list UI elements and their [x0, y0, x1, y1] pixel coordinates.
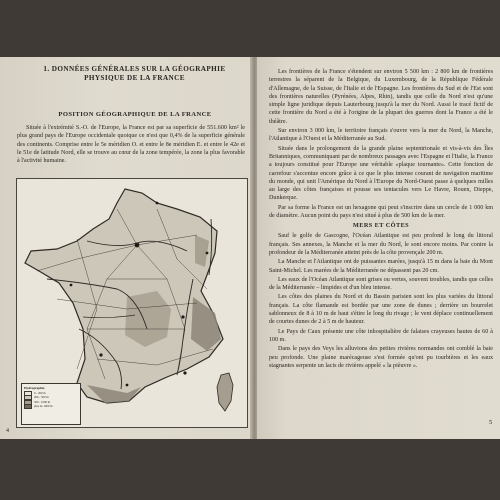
body-paragraph: Par sa forme la France est un hexagone qui peut s'inscrire dans un cercle de 1 000 km de diamètre. Aucun point du pays n'est situé à plus de 500 km de la mer.	[269, 204, 493, 220]
map-legend	[21, 383, 81, 425]
legend-label: 200 - 500 m	[34, 395, 49, 400]
body-paragraph: Le Pays de Caux présente une côte inhospitalière de falaises crayeuses hautes de 60 à 100 m.	[269, 328, 493, 343]
body-paragraph: Sauf le golfe de Gascogne, l'Océan Atlantique est peu profond le long du littoral français. Ses annexes, la Manche et la mer du Nord, le sont encore moins. Par contre la profondeur de la Méditerranée atteint près de la côte provençale 200 m.	[269, 233, 493, 256]
france-map	[16, 178, 248, 428]
body-paragraph: Les eaux de l'Océan Atlantique sont grises ou vertes, souvent troubles, tandis que celles de la Méditerranée – limpides et d'un bleu intense.	[269, 276, 493, 292]
open-book-spread	[0, 57, 500, 439]
right-page	[257, 57, 500, 439]
legend-row	[24, 405, 78, 410]
page-number-right: 5	[489, 419, 493, 426]
legend-swatch	[24, 404, 32, 409]
body-paragraph: La Manche et l'Atlantique ont de puissantes marées, jusqu'à 15 m dans la baie du Mont Saint-Michel. Les marées de la Méditerranée ne dépassent pas 20 cm.	[269, 259, 493, 274]
page-number-left: 4	[6, 428, 9, 434]
map-legend-title: Hydrographie	[24, 386, 45, 390]
body-paragraph: Sur environ 3 000 km, le territoire français s'ouvre vers la mer du Nord, la Manche, l'Atlantique à l'Ouest et la Méditerranée au Sud.	[269, 128, 493, 143]
subsection-title: MERS ET CÔTES	[352, 222, 410, 230]
legend-label: plus de 1000 m	[34, 404, 53, 409]
section-title: POSITION GÉOGRAPHIQUE DE LA FRANCE	[58, 111, 212, 118]
body-paragraph: Située dans le prolongement de la grande plaine septentrionale et vis-à-vis des Îles Britanniques, communiquant par de nombreux passages avec l'Espagne et l'Italie, la France a toujours constitué pour l'Europe une véritable «plaque tournante». Cette fonction de carrefour s'accentue encore grâce à ce que le plus intense courant de navigation maritime du monde, qui unit l'Amérique du Nord à l'Europe du Nord-Ouest passe à quelques milles au large des côtes françaises et pousse ses tentacules vers Le Havre, Rouen, Dieppe, Dunkerque.	[269, 145, 493, 202]
body-paragraph: Dans le pays des Veys les alluvions des petites rivières normandes ont comblé la baie peu profonde. Une plaine marécageuse s'est formée qu'ont pu tourbières et les eaux stagnantes serpente un lacis de rivières appelé « la pièuvre ».	[269, 346, 493, 369]
right-text-block	[269, 68, 493, 371]
left-page	[0, 57, 253, 439]
body-paragraph: Les côtes des plaines du Nord et du Bassin parisien sont les plus variées du littoral français. La côte flamande est bordée par une zone de dunes ; derrière un bourrelet sablonneux de 8 à 10 m de haut s'étire le long du rivage ; le vent déplace continuellement de courtes dunes de 2 à 5 m de hauteur.	[269, 294, 493, 326]
legend-label: 500 - 1000 m	[34, 399, 51, 404]
chapter-title: 1. DONNÉES GÉNÉRALES SUR LA GÉOGRAPHIE PHYSIQUE DE LA FRANCE	[43, 65, 226, 82]
intro-text-block	[17, 124, 245, 166]
body-paragraph: Les frontières de la France s'étendent sur environ 5 500 km : 2 800 km de frontières terrestres la séparent de la Belgique, du Luxembourg, de la République Fédérale d'Allemagne, de la Suisse, de l'Italie et de l'Espagne. Les frontières du Sud et de l'Est sont des frontières naturelles (Pyrénées, Alpes, Rhin), tandis que celle du Nord n'est qu'une simple ligne juridique depuis Lauterbourg jusqu'à la mer du Nord. Aussi le tracé fictif de cette frontière du Nord a été à l'origine de la plupart des guerres dont la France a été le théâtre.	[269, 69, 493, 125]
intro-paragraph: Située à l'extrémité S.-O. de l'Europe, la France est par sa superficie de 551.600 km² le plus grand pays de l'Europe occidentale quoique ce n'est que 0,4% de la superficie générale des continents. Comprise entre le 5e méridien O. et entre le 8e méridien E. et entre le 42e et le 51e de latitude Nord, elle se trouve au cœur de la zone tempérée, la zone la plus favorable à l'activité humaine.	[17, 125, 245, 165]
legend-label: 0 - 200 m	[34, 390, 46, 395]
